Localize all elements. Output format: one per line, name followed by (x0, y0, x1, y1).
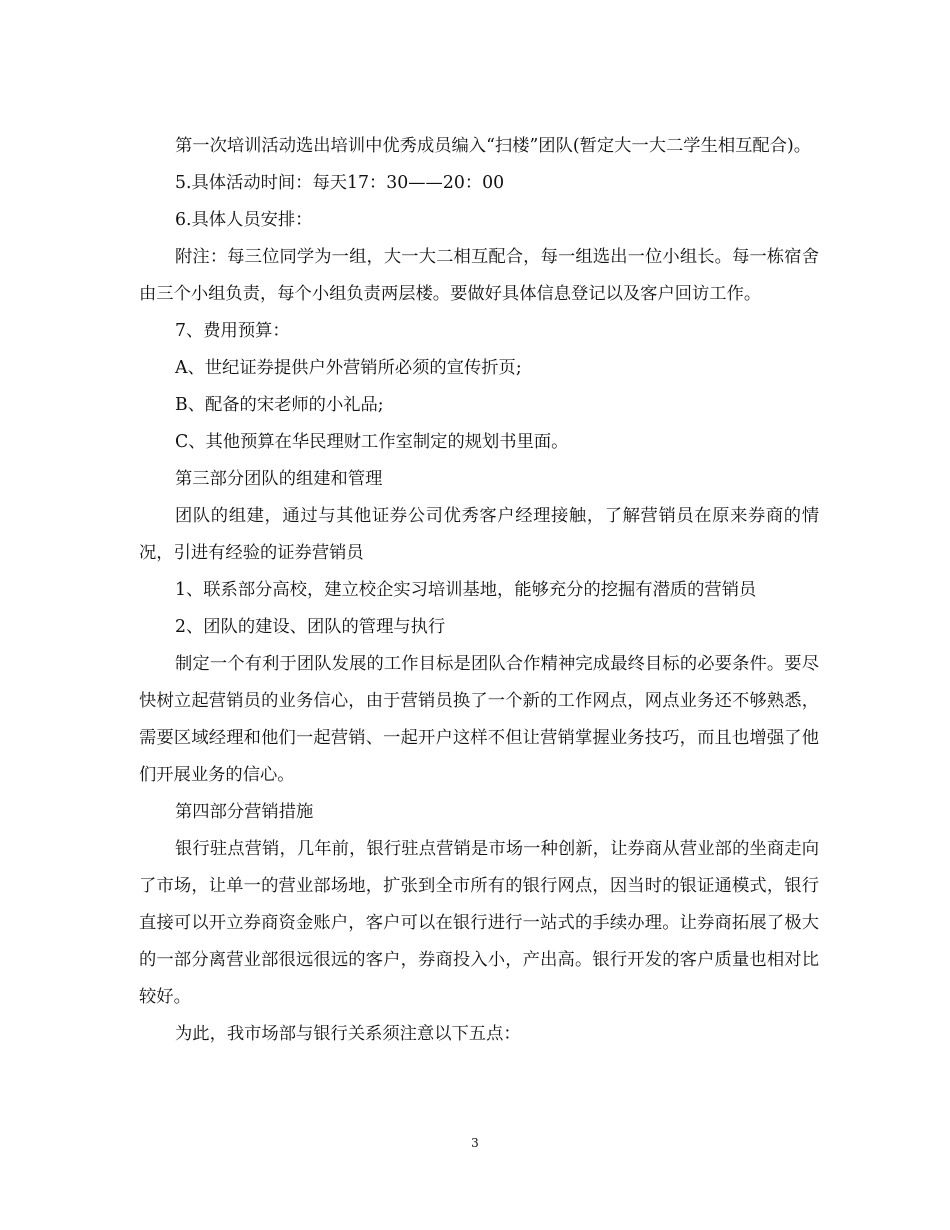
document-body (139, 128, 819, 1053)
paragraph-activity-time: 5.具体活动时间：每天17：30——20：00 (175, 173, 505, 193)
page-number: 3 (471, 1136, 479, 1150)
paragraph-note: 附注：每三位同学为一组，大一大二相互配合，每一组选出一位小组长。每一栋宿舍由三个小组负责，每个小组负责两层楼。要做好具体信息登记以及客户回访工作。 (139, 247, 819, 304)
paragraph-staff-arrangement: 6.具体人员安排： (175, 210, 313, 230)
paragraph-team-building: 团队的组建，通过与其他证券公司优秀客户经理接触，了解营销员在原来券商的情况，引进有经验的证券营销员 (139, 506, 819, 563)
list-item-budget-a: A、世纪证券提供户外营销所必须的宣传折页; (175, 358, 522, 378)
list-item-budget-b: B、配备的宋老师的小礼品; (175, 395, 384, 415)
paragraph-bank-marketing: 银行驻点营销，几年前，银行驻点营销是市场一种创新，让券商从营业部的坐商走向了市场，让单一的营业部场地，扩张到全市所有的银行网点，因当时的银证通模式，银行直接可以开立券商资金账户，客户可以在银行进行一站式的手续办理。让券商拓展了极大的一部分离营业部很远很远的客户，券商投入小，产出高。银行开发的客户质量也相对比较好。 (139, 839, 819, 1007)
paragraph-team-goals: 制定一个有利于团队发展的工作目标是团队合作精神完成最终目标的必要条件。要尽快树立起营销员的业务信心，由于营销员换了一个新的工作网点，网点业务还不够熟悉，需要区域经理和他们一起营销、一起开户这样不但让营销掌握业务技巧，而且也增强了他们开展业务的信心。 (139, 654, 819, 785)
list-item-team-management: 2、团队的建设、团队的管理与执行 (175, 617, 446, 637)
paragraph-budget-heading: 7、费用预算： (175, 321, 290, 341)
section-heading-part-four: 第四部分营销措施 (175, 802, 314, 822)
paragraph-five-points: 为此，我市场部与银行关系须注意以下五点： (175, 1024, 521, 1044)
paragraph-training-team: 第一次培训活动选出培训中优秀成员编入“扫楼”团队(暂定大一大二学生相互配合)。 (175, 136, 811, 156)
list-item-university-contact: 1、联系部分高校，建立校企实习培训基地，能够充分的挖掘有潜质的营销员 (175, 580, 757, 600)
list-item-budget-c: C、其他预算在华民理财工作室制定的规划书里面。 (175, 432, 569, 452)
section-heading-part-three: 第三部分团队的组建和管理 (175, 469, 383, 489)
